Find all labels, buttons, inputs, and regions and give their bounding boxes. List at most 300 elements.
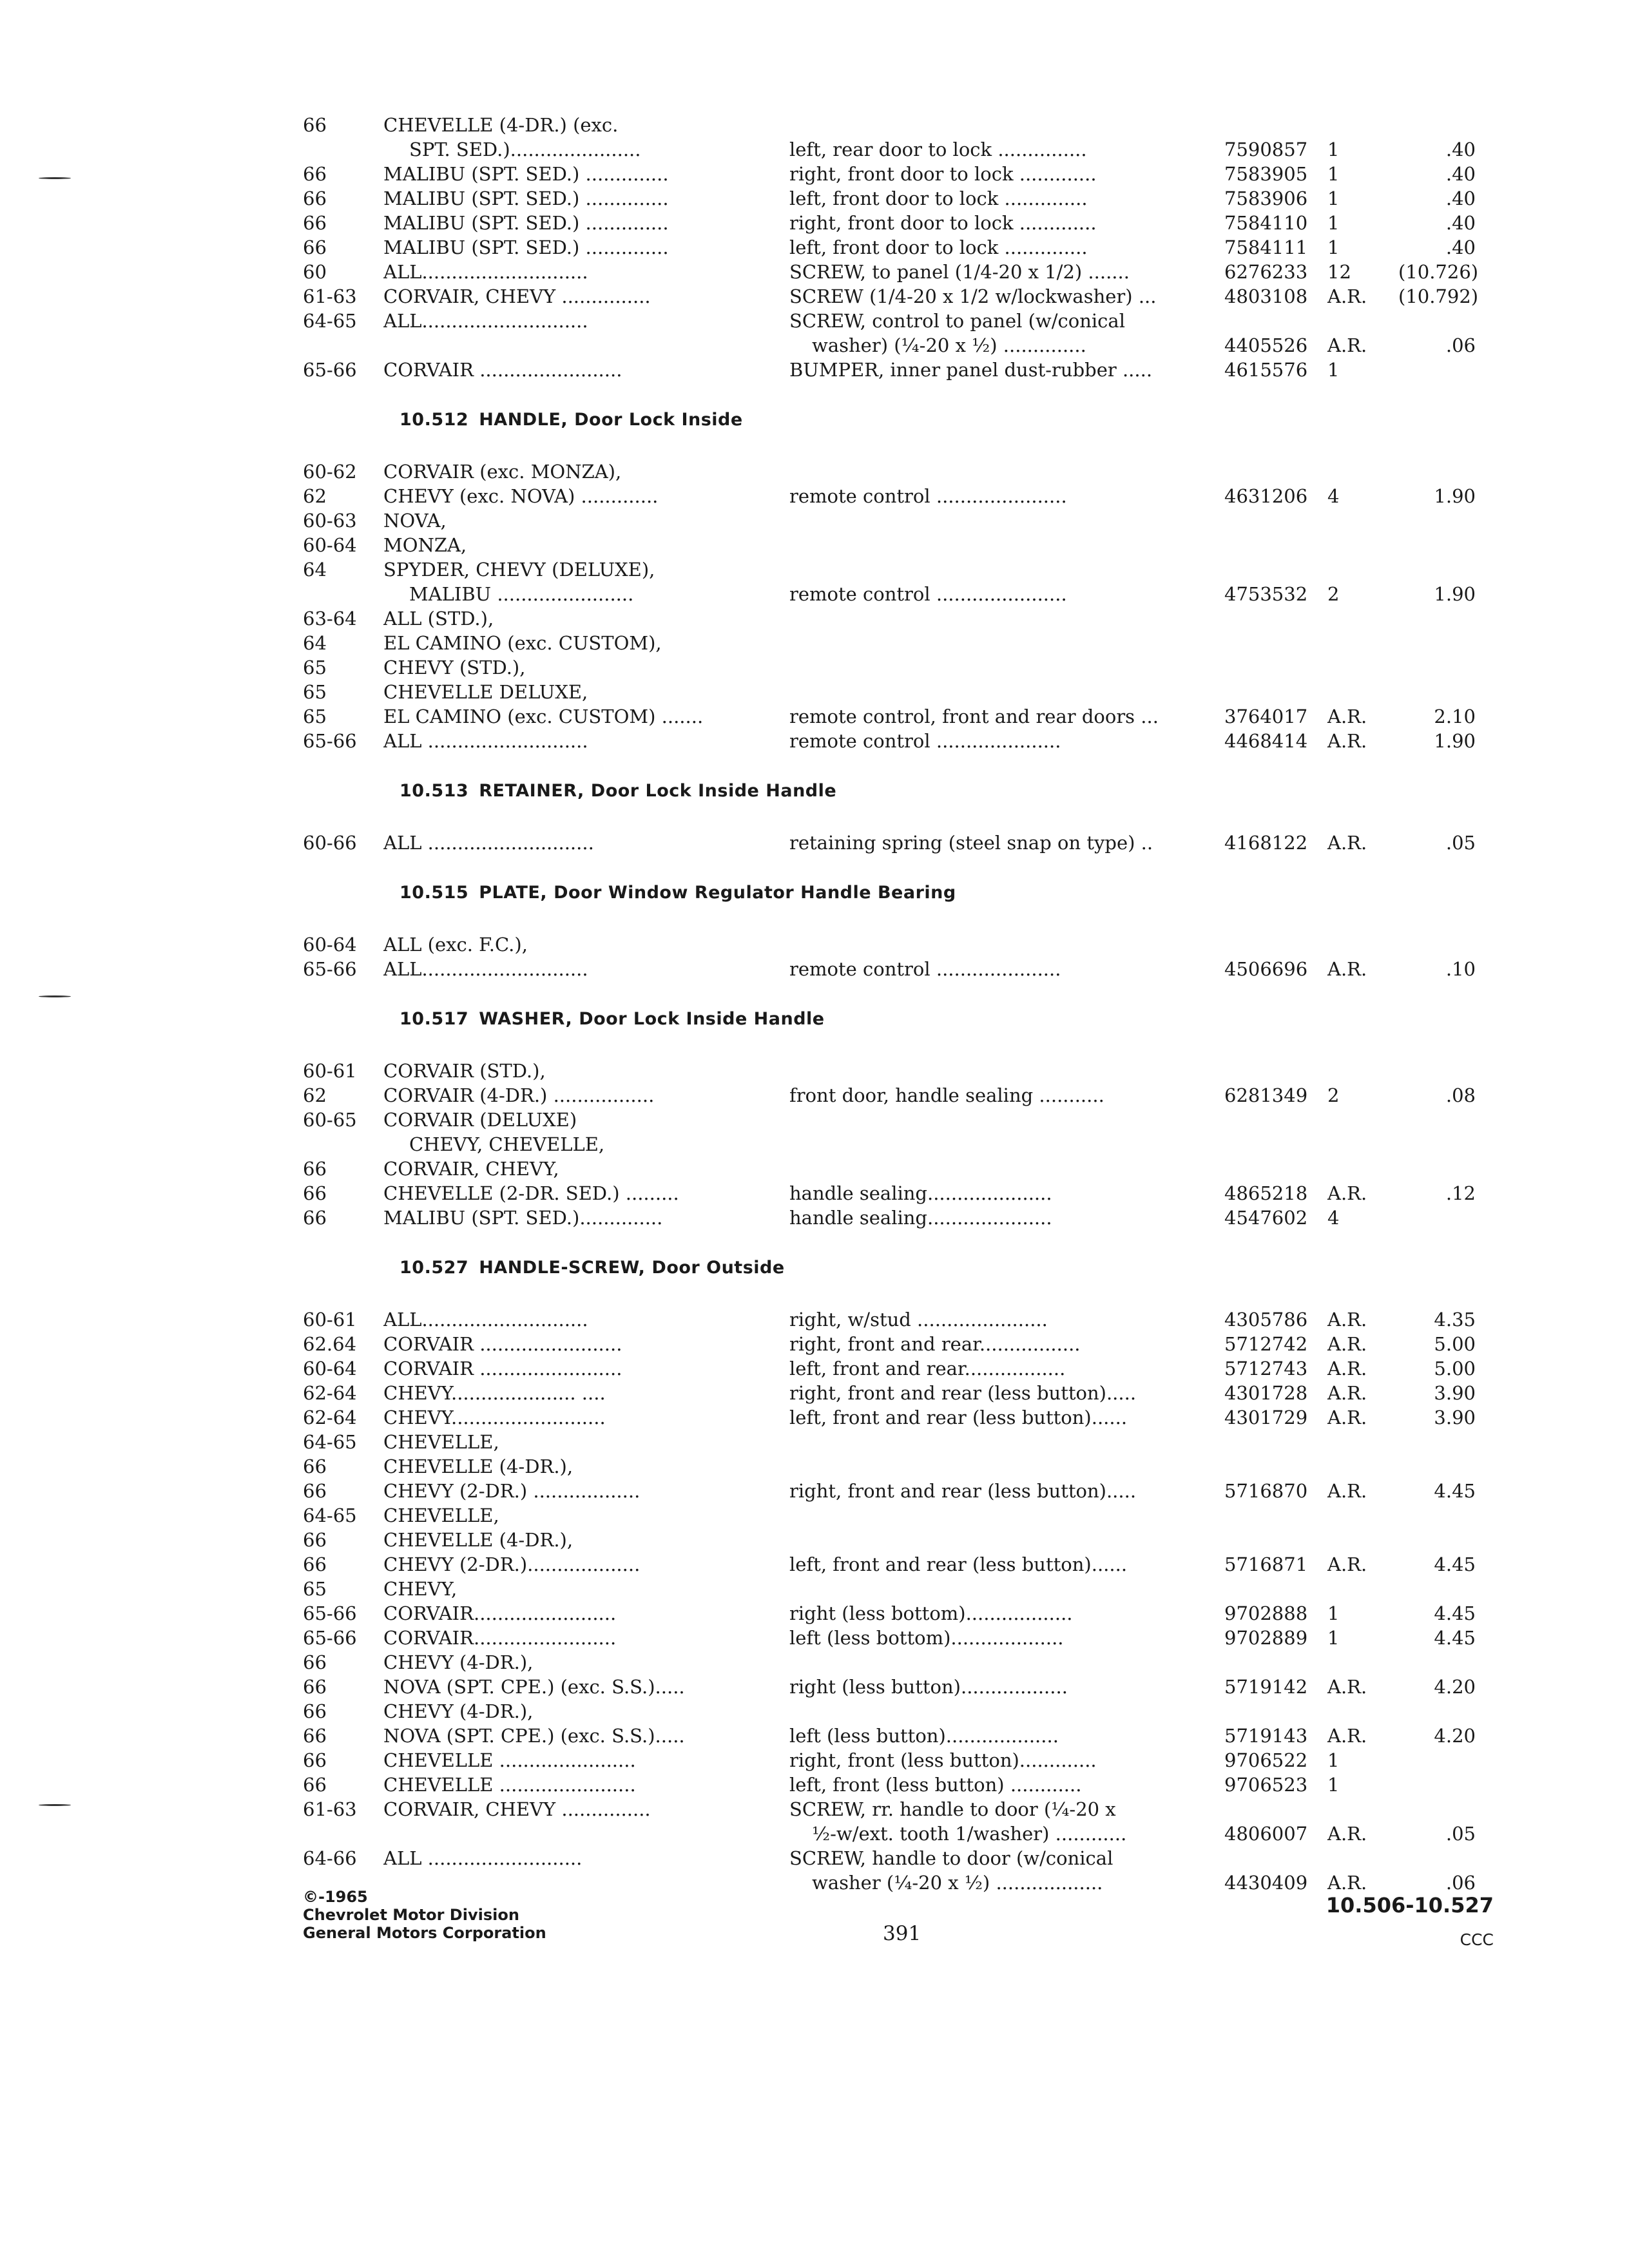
description-cell: BUMPER, inner panel dust-rubber .....	[789, 359, 1153, 381]
part-number-cell: 7583905	[1224, 163, 1308, 185]
quantity-cell: 1	[1327, 1602, 1340, 1624]
year-cell: 65	[303, 1578, 327, 1600]
part-number-cell: 7583906	[1224, 187, 1308, 209]
spacer	[303, 981, 1463, 1007]
year-cell: 66	[303, 187, 327, 209]
table-row	[303, 162, 1476, 186]
description-cell: washer (¼-20 x ½) ..................	[812, 1872, 1103, 1894]
description-cell: left, front door to lock ..............	[789, 236, 1088, 258]
description-cell: left (less button)...................	[789, 1725, 1059, 1747]
year-cell: 64-65	[303, 1431, 357, 1453]
table-row	[303, 1157, 1463, 1181]
section-number: 10.515	[400, 883, 469, 903]
year-cell: 62	[303, 485, 327, 507]
table-row	[303, 1724, 1476, 1748]
model-cell: SPT. SED.)......................	[409, 139, 641, 160]
table-row	[303, 1206, 1463, 1230]
publisher-block	[303, 1888, 546, 1942]
model-cell: CHEVY,	[383, 1578, 458, 1600]
table-row	[303, 1132, 1463, 1157]
section-heading	[303, 881, 1463, 905]
model-cell: CORVAIR, CHEVY,	[383, 1158, 559, 1180]
model-cell: EL CAMINO (exc. CUSTOM) .......	[383, 706, 704, 727]
part-number-cell: 5712743	[1224, 1358, 1308, 1379]
part-number-cell: 5719142	[1224, 1676, 1308, 1698]
part-number-cell: 7584110	[1224, 212, 1308, 234]
parts-listing	[303, 113, 1479, 1895]
part-number-cell: 4547602	[1224, 1207, 1308, 1229]
description-cell: right, front door to lock .............	[789, 212, 1097, 234]
model-cell: ALL............................	[383, 958, 588, 980]
table-row	[303, 704, 1476, 729]
year-cell: 66	[303, 1529, 327, 1551]
part-number-cell: 4803108	[1224, 285, 1308, 307]
description-cell: left (less bottom)...................	[789, 1627, 1064, 1649]
year-cell: 60-64	[303, 1358, 357, 1379]
description-cell: left, front and rear (less button)......	[789, 1407, 1128, 1428]
section-number: 10.527	[400, 1258, 469, 1278]
model-cell: CHEVELLE,	[383, 1431, 499, 1453]
description-cell: remote control .....................	[789, 958, 1061, 980]
model-cell: SPYDER, CHEVY (DELUXE),	[383, 559, 655, 581]
year-cell: 60-61	[303, 1060, 357, 1082]
part-number-cell: 5716870	[1224, 1480, 1308, 1502]
price-cell: 1.90	[1434, 583, 1476, 605]
description-cell: right (less button)..................	[789, 1676, 1068, 1698]
table-row	[303, 484, 1476, 508]
section-heading	[303, 408, 1463, 432]
spacer	[303, 905, 1463, 932]
model-cell: MONZA,	[383, 534, 467, 556]
quantity-cell: 2	[1327, 1084, 1340, 1106]
year-cell: 66	[303, 1158, 327, 1180]
spacer	[303, 1280, 1463, 1307]
model-cell: ALL ...........................	[383, 730, 588, 752]
description-cell: remote control, front and rear doors ...	[789, 706, 1159, 727]
description-cell: right, front (less button).............	[789, 1749, 1097, 1771]
model-cell: MALIBU (SPT. SED.) ..............	[383, 236, 669, 258]
year-cell: 66	[303, 1182, 327, 1204]
model-cell: CHEVY (exc. NOVA) .............	[383, 485, 659, 507]
part-number-cell: 7584111	[1224, 236, 1308, 258]
price-cell: .05	[1445, 832, 1476, 854]
spacer	[303, 855, 1463, 881]
description-cell: left, front and rear (less button)......	[789, 1553, 1128, 1575]
model-cell: CORVAIR ........................	[383, 359, 622, 381]
year-cell: 60-66	[303, 832, 357, 854]
part-number-cell: 4301729	[1224, 1407, 1308, 1428]
table-row	[303, 186, 1476, 211]
price-cell: 4.20	[1434, 1725, 1476, 1747]
copyright: ©-1965	[303, 1888, 368, 1906]
part-number-cell: 4631206	[1224, 485, 1308, 507]
year-cell: 61-63	[303, 285, 357, 307]
binder-mark	[39, 995, 71, 997]
part-number-cell: 7590857	[1224, 139, 1308, 160]
quantity-cell: A.R.	[1327, 1823, 1367, 1845]
description-cell: left, front door to lock ..............	[789, 187, 1088, 209]
table-row	[303, 1059, 1463, 1083]
quantity-cell: A.R.	[1327, 1872, 1367, 1894]
section-title: HANDLE-SCREW,	[479, 1258, 646, 1278]
price-cell: .06	[1445, 1872, 1476, 1894]
part-number-cell: 6281349	[1224, 1084, 1308, 1106]
quantity-cell: A.R.	[1327, 832, 1367, 854]
year-cell: 60-65	[303, 1109, 357, 1131]
part-number-cell: 4301728	[1224, 1382, 1308, 1404]
price-cell: (10.792)	[1398, 285, 1479, 307]
year-cell: 63-64	[303, 608, 357, 629]
quantity-cell: 1	[1327, 1774, 1340, 1796]
section-subtitle: Door Lock Inside	[574, 410, 743, 430]
table-row	[303, 1108, 1463, 1132]
quantity-cell: A.R.	[1327, 1333, 1367, 1355]
section-heading	[303, 1007, 1463, 1032]
table-row	[303, 508, 1463, 533]
table-row	[303, 137, 1476, 162]
model-cell: CHEVY (2-DR.)...................	[383, 1553, 641, 1575]
table-row	[303, 1430, 1463, 1454]
year-cell: 66	[303, 1725, 327, 1747]
quantity-cell: 2	[1327, 583, 1340, 605]
model-cell: CHEVELLE (2-DR. SED.) .........	[383, 1182, 679, 1204]
year-cell: 60-61	[303, 1309, 357, 1331]
quantity-cell: A.R.	[1327, 1382, 1367, 1404]
description-cell: retaining spring (steel snap on type) ..	[789, 832, 1153, 854]
year-cell: 64	[303, 632, 327, 654]
year-cell: 66	[303, 163, 327, 185]
description-cell: left, front and rear.................	[789, 1358, 1066, 1379]
model-cell: ALL ............................	[383, 832, 594, 854]
price-cell: .40	[1445, 187, 1476, 209]
description-cell: SCREW (1/4-20 x 1/2 w/lockwasher) ...	[789, 285, 1157, 307]
quantity-cell: 4	[1327, 1207, 1340, 1229]
year-cell: 64-65	[303, 1504, 357, 1526]
model-cell: CORVAIR (DELUXE)	[383, 1109, 577, 1131]
model-cell: CORVAIR........................	[383, 1627, 617, 1649]
description-cell: handle sealing.....................	[789, 1207, 1052, 1229]
price-cell: .12	[1445, 1182, 1476, 1204]
part-number-cell: 9702888	[1224, 1602, 1308, 1624]
part-number-cell: 4865218	[1224, 1182, 1308, 1204]
year-cell: 60-62	[303, 461, 357, 483]
year-cell: 64	[303, 559, 327, 581]
table-row	[303, 1332, 1476, 1356]
year-cell: 60-63	[303, 510, 357, 532]
part-number-cell: 4430409	[1224, 1872, 1308, 1894]
part-number-cell: 4468414	[1224, 730, 1308, 752]
quantity-cell: A.R.	[1327, 1407, 1367, 1428]
table-row	[303, 932, 1463, 957]
part-number-cell: 5712742	[1224, 1333, 1308, 1355]
part-number-cell: 4305786	[1224, 1309, 1308, 1331]
quantity-cell: 12	[1327, 261, 1351, 283]
quantity-cell: A.R.	[1327, 730, 1367, 752]
table-row	[303, 113, 1463, 137]
quantity-cell: A.R.	[1327, 285, 1367, 307]
table-row	[303, 1405, 1476, 1430]
model-cell: MALIBU (SPT. SED.) ..............	[383, 163, 669, 185]
quantity-cell: A.R.	[1327, 1309, 1367, 1331]
model-cell: CHEVELLE .......................	[383, 1749, 636, 1771]
section-title: RETAINER,	[479, 781, 584, 801]
quantity-cell: A.R.	[1327, 1725, 1367, 1747]
corporation-name: General Motors Corporation	[303, 1924, 546, 1942]
description-cell: washer) (¼-20 x ½) ..............	[812, 334, 1086, 356]
price-cell: (10.726)	[1398, 261, 1479, 283]
table-row	[303, 1846, 1463, 1870]
table-row	[303, 1307, 1476, 1332]
part-number-cell: 5719143	[1224, 1725, 1308, 1747]
section-range: 10.506-10.527	[1325, 1893, 1494, 1917]
table-row	[303, 309, 1463, 333]
quantity-cell: A.R.	[1327, 1182, 1367, 1204]
spacer	[303, 1230, 1463, 1256]
price-cell: 2.10	[1434, 706, 1476, 727]
description-cell: front door, handle sealing ...........	[789, 1084, 1104, 1106]
spacer	[303, 432, 1463, 459]
model-cell: ALL............................	[383, 310, 588, 332]
model-cell: CORVAIR ........................	[383, 1358, 622, 1379]
section-number: 10.517	[400, 1009, 469, 1029]
model-cell: ALL............................	[383, 261, 588, 283]
model-cell: NOVA (SPT. CPE.) (exc. S.S.).....	[383, 1676, 685, 1698]
quantity-cell: 1	[1327, 1627, 1340, 1649]
quantity-cell: A.R.	[1327, 1676, 1367, 1698]
quantity-cell: 1	[1327, 212, 1340, 234]
description-cell: remote control ......................	[789, 485, 1067, 507]
model-cell: CORVAIR (4-DR.) .................	[383, 1084, 655, 1106]
table-row	[303, 1454, 1463, 1479]
model-cell: CHEVY, CHEVELLE,	[409, 1133, 605, 1155]
table-row	[303, 1083, 1476, 1108]
table-row	[303, 260, 1479, 284]
model-cell: NOVA (SPT. CPE.) (exc. S.S.).....	[383, 1725, 685, 1747]
description-cell: right, front and rear (less button).....	[789, 1480, 1137, 1502]
quantity-cell: A.R.	[1327, 1358, 1367, 1379]
table-row	[303, 1699, 1463, 1724]
table-row	[303, 1626, 1476, 1650]
section-subtitle: Door Outside	[651, 1258, 785, 1278]
quantity-cell: 1	[1327, 359, 1340, 381]
model-cell: ALL (exc. F.C.),	[383, 934, 528, 956]
part-number-cell: 9706523	[1224, 1774, 1308, 1796]
price-cell: .06	[1445, 334, 1476, 356]
year-cell: 66	[303, 212, 327, 234]
model-cell: CHEVELLE DELUXE,	[383, 681, 588, 703]
section-heading	[303, 1256, 1463, 1280]
year-cell: 62.64	[303, 1333, 357, 1355]
price-cell: .10	[1445, 958, 1476, 980]
model-cell: ALL ..........................	[383, 1847, 583, 1869]
spacer	[303, 1032, 1463, 1059]
model-cell: CORVAIR ........................	[383, 1333, 622, 1355]
catalog-code: CCC	[1460, 1930, 1494, 1949]
table-row	[303, 1356, 1476, 1381]
price-cell: .40	[1445, 163, 1476, 185]
table-row	[303, 557, 1463, 582]
quantity-cell: A.R.	[1327, 1480, 1367, 1502]
table-row	[303, 1503, 1463, 1528]
table-row	[303, 680, 1463, 704]
model-cell: CHEVY (STD.),	[383, 657, 526, 678]
section-subtitle: Door Lock Inside Handle	[579, 1009, 825, 1029]
model-cell: MALIBU (SPT. SED.)..............	[383, 1207, 663, 1229]
model-cell: CHEVY..................... ....	[383, 1382, 606, 1404]
table-row	[303, 1381, 1476, 1405]
part-number-cell: 4168122	[1224, 832, 1308, 854]
description-cell: right (less bottom)..................	[789, 1602, 1073, 1624]
quantity-cell: 1	[1327, 236, 1340, 258]
year-cell: 66	[303, 1456, 327, 1477]
spacer	[303, 382, 1463, 408]
year-cell: 60	[303, 261, 327, 283]
table-row	[303, 1552, 1476, 1577]
year-cell: 61-63	[303, 1798, 357, 1820]
table-row	[303, 1675, 1476, 1699]
quantity-cell: 1	[1327, 139, 1340, 160]
price-cell: .40	[1445, 236, 1476, 258]
description-cell: right, front and rear (less button).....	[789, 1382, 1137, 1404]
year-cell: 66	[303, 1553, 327, 1575]
price-cell: .05	[1445, 1823, 1476, 1845]
year-cell: 62-64	[303, 1407, 357, 1428]
model-cell: MALIBU (SPT. SED.) ..............	[383, 212, 669, 234]
table-row	[303, 333, 1476, 358]
year-cell: 65-66	[303, 359, 357, 381]
table-row	[303, 1181, 1476, 1206]
price-cell: 4.20	[1434, 1676, 1476, 1698]
part-number-cell: 4405526	[1224, 334, 1308, 356]
spacer	[303, 753, 1463, 779]
table-row	[303, 1577, 1463, 1601]
year-cell: 66	[303, 1651, 327, 1673]
part-number-cell: 5716871	[1224, 1553, 1308, 1575]
table-row	[303, 582, 1476, 606]
year-cell: 65	[303, 657, 327, 678]
binder-mark	[39, 1804, 71, 1806]
description-cell: remote control ......................	[789, 583, 1067, 605]
year-cell: 60-64	[303, 534, 357, 556]
year-cell: 66	[303, 1749, 327, 1771]
table-row	[303, 533, 1463, 557]
section-subtitle: Door Window Regulator Handle Bearing	[554, 883, 956, 903]
section-number: 10.512	[400, 410, 469, 430]
price-cell: 3.90	[1434, 1407, 1476, 1428]
model-cell: EL CAMINO (exc. CUSTOM),	[383, 632, 662, 654]
description-cell: right, front and rear.................	[789, 1333, 1081, 1355]
model-cell: CHEVY (4-DR.),	[383, 1700, 534, 1722]
year-cell: 66	[303, 1700, 327, 1722]
description-cell: handle sealing.....................	[789, 1182, 1052, 1204]
part-number-cell: 9706522	[1224, 1749, 1308, 1771]
year-cell: 64-65	[303, 310, 357, 332]
model-cell: ALL (STD.),	[383, 608, 494, 629]
section-subtitle: Door Lock Inside Handle	[590, 781, 837, 801]
table-row	[303, 1528, 1463, 1552]
section-number: 10.513	[400, 781, 469, 801]
year-cell: 62-64	[303, 1382, 357, 1404]
part-number-cell: 4806007	[1224, 1823, 1308, 1845]
model-cell: CORVAIR, CHEVY ...............	[383, 285, 651, 307]
year-cell: 65	[303, 681, 327, 703]
model-cell: CHEVELLE,	[383, 1504, 499, 1526]
table-row	[303, 957, 1476, 981]
table-row	[303, 655, 1463, 680]
price-cell: 4.45	[1434, 1627, 1476, 1649]
table-row	[303, 729, 1476, 753]
year-cell: 64-66	[303, 1847, 357, 1869]
section-title: PLATE,	[479, 883, 548, 903]
table-row	[303, 831, 1476, 855]
description-cell: right, w/stud ......................	[789, 1309, 1048, 1331]
section-title: HANDLE,	[479, 410, 568, 430]
price-cell: .08	[1445, 1084, 1476, 1106]
description-cell: ½-w/ext. tooth 1/washer) ............	[812, 1823, 1127, 1845]
table-row	[303, 1479, 1476, 1503]
model-cell: CHEVY..........................	[383, 1407, 606, 1428]
price-cell: 3.90	[1434, 1382, 1476, 1404]
year-cell: 65-66	[303, 1627, 357, 1649]
part-number-cell: 4506696	[1224, 958, 1308, 980]
model-cell: CORVAIR........................	[383, 1602, 617, 1624]
price-cell: .40	[1445, 212, 1476, 234]
price-cell: 5.00	[1434, 1333, 1476, 1355]
price-cell: 4.35	[1434, 1309, 1476, 1331]
spacer	[303, 803, 1463, 831]
year-cell: 66	[303, 114, 327, 136]
year-cell: 60-64	[303, 934, 357, 956]
description-cell: left, rear door to lock ...............	[789, 139, 1087, 160]
quantity-cell: A.R.	[1327, 958, 1367, 980]
table-row	[303, 1748, 1463, 1773]
model-cell: CHEVELLE (4-DR.) (exc.	[383, 114, 619, 136]
section-heading	[303, 779, 1463, 803]
table-row	[303, 1821, 1476, 1846]
division-name: Chevrolet Motor Division	[303, 1906, 519, 1924]
quantity-cell: 1	[1327, 163, 1340, 185]
description-cell: remote control .....................	[789, 730, 1061, 752]
year-cell: 62	[303, 1084, 327, 1106]
year-cell: 65	[303, 706, 327, 727]
binder-mark	[39, 177, 71, 179]
price-cell: 5.00	[1434, 1358, 1476, 1379]
quantity-cell: 1	[1327, 187, 1340, 209]
price-cell: 4.45	[1434, 1602, 1476, 1624]
part-number-cell: 9702889	[1224, 1627, 1308, 1649]
model-cell: MALIBU .......................	[409, 583, 634, 605]
description-cell: right, front door to lock .............	[789, 163, 1097, 185]
quantity-cell: A.R.	[1327, 706, 1367, 727]
year-cell: 65-66	[303, 958, 357, 980]
price-cell: 1.90	[1434, 730, 1476, 752]
quantity-cell: 1	[1327, 1749, 1340, 1771]
model-cell: CHEVELLE (4-DR.),	[383, 1456, 574, 1477]
part-number-cell: 4753532	[1224, 583, 1308, 605]
description-cell: SCREW, handle to door (w/conical	[789, 1847, 1113, 1869]
table-row	[303, 459, 1463, 484]
table-row	[303, 1773, 1463, 1797]
year-cell: 66	[303, 1480, 327, 1502]
part-number-cell: 6276233	[1224, 261, 1308, 283]
year-cell: 66	[303, 1676, 327, 1698]
model-cell: CHEVELLE .......................	[383, 1774, 636, 1796]
year-cell: 66	[303, 1774, 327, 1796]
model-cell: MALIBU (SPT. SED.) ..............	[383, 187, 669, 209]
table-row	[303, 211, 1476, 235]
table-row	[303, 1601, 1476, 1626]
price-cell: .40	[1445, 139, 1476, 160]
